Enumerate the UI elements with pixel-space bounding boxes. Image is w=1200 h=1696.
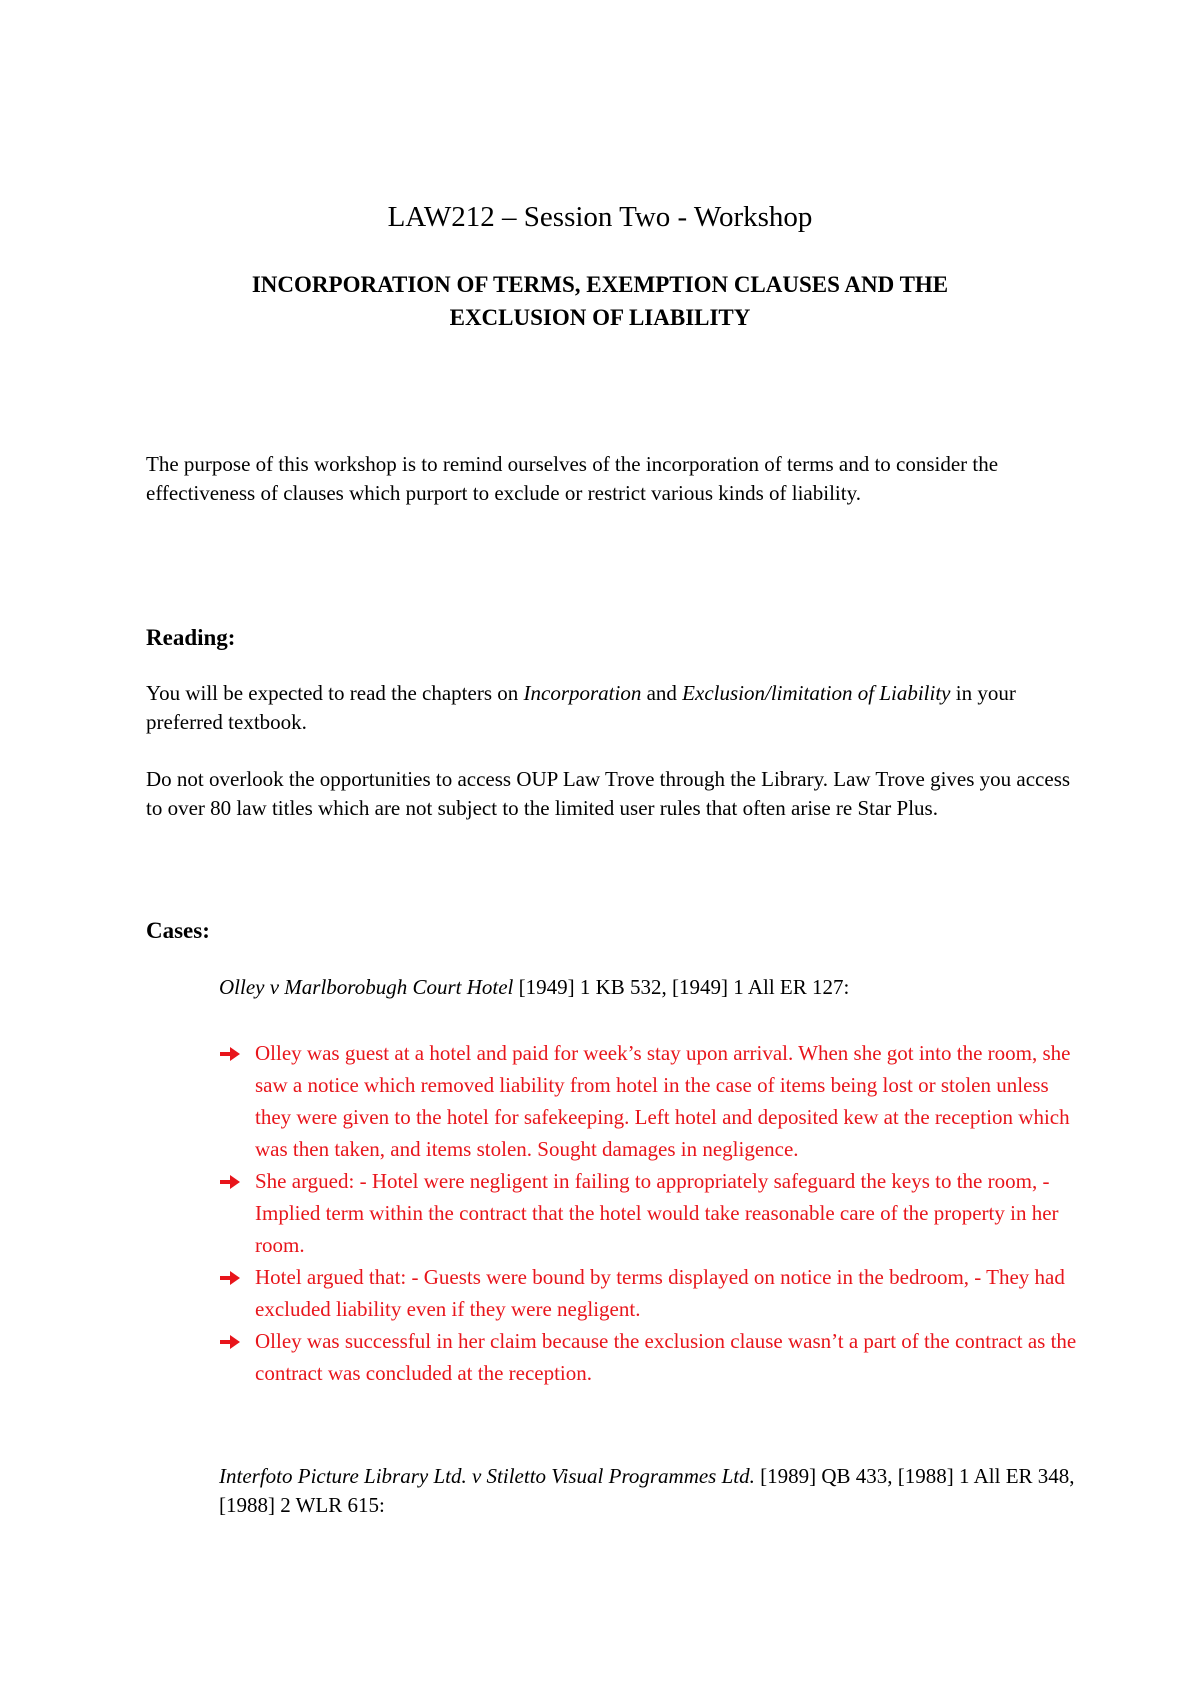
case-1-point: [219, 1165, 1079, 1261]
case-2-citation: [219, 1462, 1079, 1520]
case-1-reference: [1949] 1 KB 532, [1949] 1 All ER 127:: [513, 975, 850, 999]
reading-heading: Reading:: [146, 625, 236, 650]
reading-text-e: in your preferred textbook.: [146, 681, 1016, 734]
purpose-paragraph: The purpose of this workshop is to remind ourselves of the incorporation of terms and to consider the effectiveness of clauses which purport to exclude or restrict various kinds of liability.: [146, 452, 999, 505]
case-1-citation: [219, 973, 1079, 1002]
case-1-point-text: Olley was guest at a hotel and paid for week’s stay upon arrival. When she got into the room, she saw a notice which removed liability from hotel in the case of items being lost or stolen unless they were given to the hotel for safekeeping. Left hotel and deposited kew at the reception which was then taken, and items stolen. Sought damages in negligence.: [255, 1041, 1071, 1161]
case-1-point: [219, 1325, 1079, 1389]
case-1-point-text: She argued: - Hotel were negligent in failing to appropriately safeguard the keys to the room, - Implied term within the contract that the hotel would take reasonable care of the property in her room.: [255, 1169, 1059, 1257]
case-2-name: Interfoto Picture Library Ltd. v Stiletto Visual Programmes Ltd.: [219, 1464, 755, 1488]
right-arrow-icon: [219, 1270, 241, 1286]
right-arrow-icon: [219, 1174, 241, 1190]
case-1-point-text: Olley was successful in her claim because the exclusion clause wasn’t a part of the contract as the contract was concluded at the reception.: [255, 1329, 1077, 1385]
document-title: LAW212 – Session Two - Workshop: [387, 201, 813, 233]
case-1-point-text: Hotel argued that: - Guests were bound by terms displayed on notice in the bedroom, - They had excluded liability even if they were negligent.: [255, 1265, 1065, 1321]
subtitle-line-2: EXCLUSION OF LIABILITY: [449, 305, 751, 330]
reading-topic-exclusion: Exclusion/limitation of Liability: [682, 681, 951, 705]
reading-text-c: and: [641, 681, 683, 705]
subtitle-line-1: INCORPORATION OF TERMS, EXEMPTION CLAUSES AND THE: [251, 272, 949, 297]
reading-text-a: You will be expected to read the chapters on: [146, 681, 524, 705]
right-arrow-icon: [219, 1046, 241, 1062]
document-subtitle: [0, 268, 1200, 334]
reading-paragraph-1: [146, 679, 1076, 737]
case-1-name: Olley v Marlborobugh Court Hotel: [219, 975, 514, 999]
case-1-point: [219, 1261, 1079, 1325]
case-2-reference: [1989] QB 433, [1988] 1 All ER 348, [1988] 2 WLR 615:: [219, 1464, 1075, 1517]
right-arrow-icon: [219, 1334, 241, 1350]
reading-topic-incorporation: Incorporation: [523, 681, 642, 705]
cases-heading: Cases:: [146, 918, 210, 943]
case-1-point: [219, 1037, 1079, 1165]
reading-paragraph-2: Do not overlook the opportunities to access OUP Law Trove through the Library. Law Trove gives you access to over 80 law titles which are not subject to the limited user rules that often arise re Star Plus.: [146, 767, 1071, 820]
case-1-points-list: [219, 1037, 1079, 1389]
